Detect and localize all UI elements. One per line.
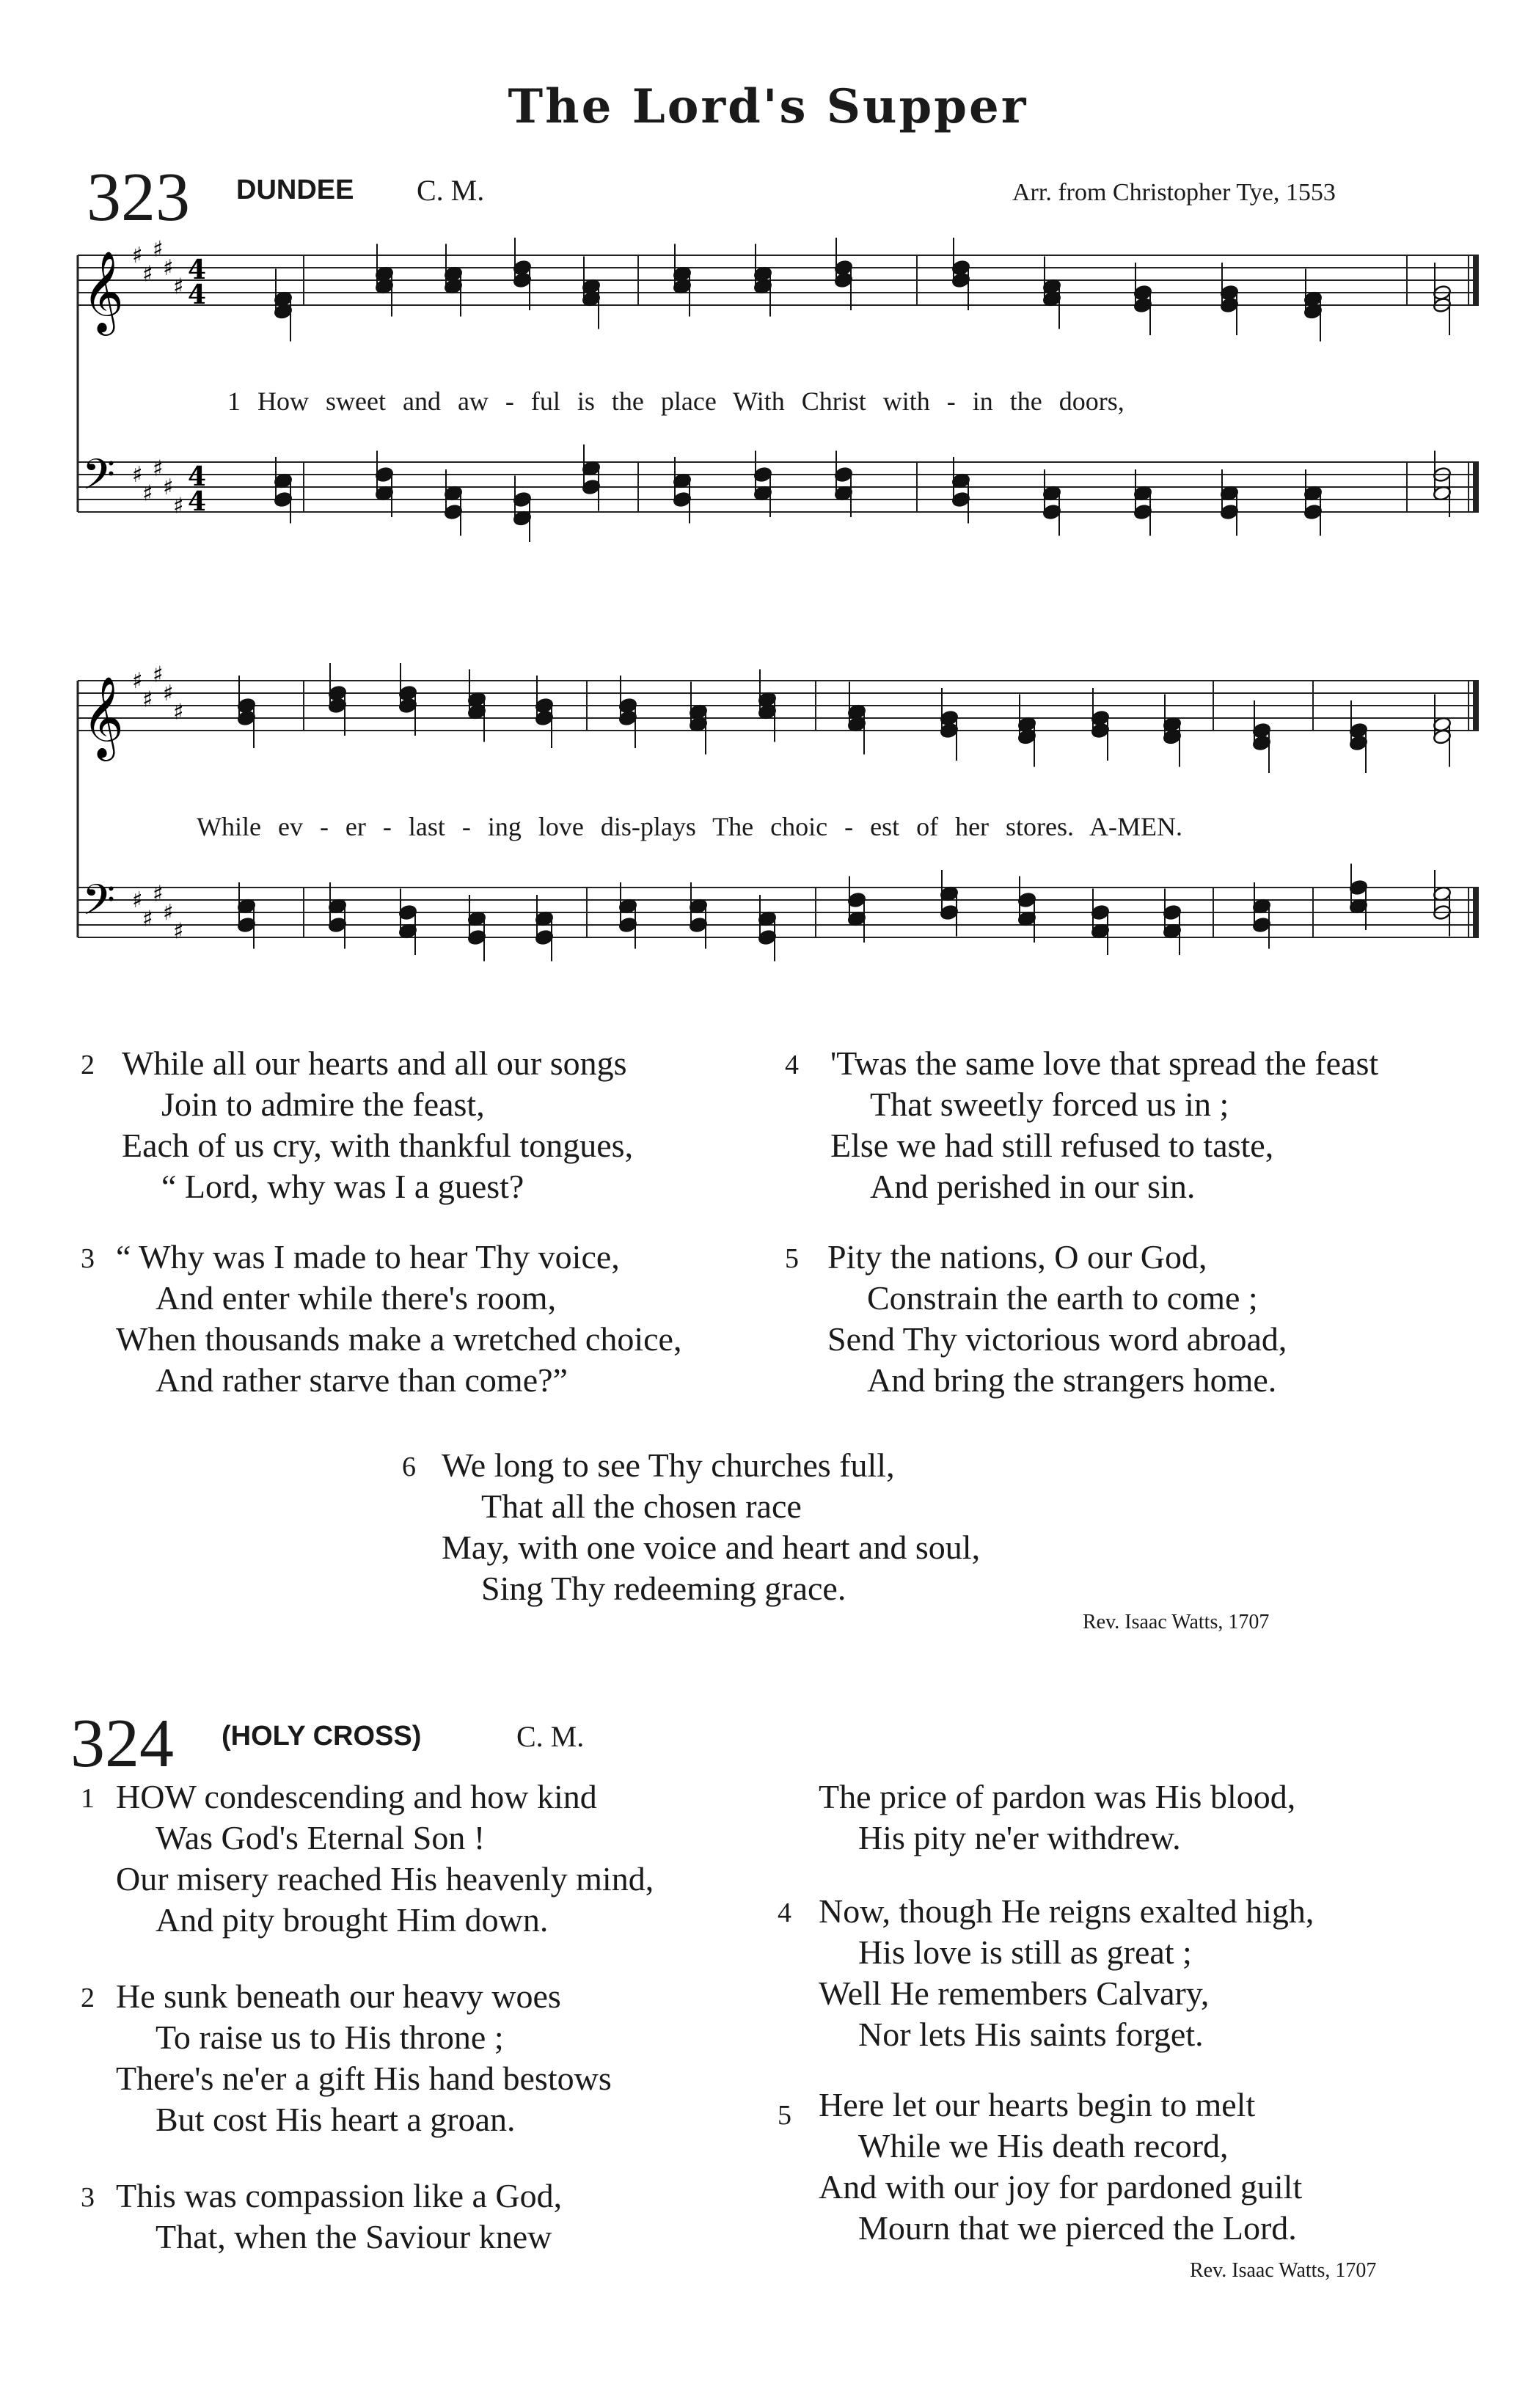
verse-line: That, when the Saviour knew: [156, 2218, 552, 2255]
lyric-line-2: While ev - er - last - ing love dis-plays The choic - est of her stores. A-MEN.: [197, 812, 1183, 841]
verse-line: And pity brought Him down.: [156, 1901, 549, 1939]
verse-line: The price of pardon was His blood,: [819, 1778, 1296, 1815]
verse-line: Mourn that we pierced the Lord.: [858, 2209, 1297, 2247]
verse-line: And enter while there's room,: [156, 1279, 557, 1317]
sharp-icon: ♯: [163, 900, 174, 926]
sharp-icon: ♯: [153, 236, 164, 263]
verse-line: When thousands make a wretched choice,: [116, 1320, 682, 1358]
sharp-icon: ♯: [142, 687, 153, 713]
verse-line: And bring the strangers home.: [867, 1361, 1277, 1399]
verse-line: HOW condescending and how kind: [116, 1778, 597, 1815]
meter-324: C. M.: [516, 1720, 585, 1753]
sharp-icon: ♯: [142, 906, 153, 932]
verse-block-323-5: [785, 1237, 1287, 1401]
sharp-icon: ♯: [173, 493, 184, 519]
verse-line: May, with one voice and heart and soul,: [442, 1529, 981, 1566]
arranger-credit: Arr. from Christopher Tye, 1553: [1012, 179, 1336, 206]
verse-number: 2: [81, 1050, 95, 1080]
verse-line: That all the chosen race: [481, 1487, 802, 1525]
verse-block-324-1: [81, 1776, 654, 1941]
verse-number: 4: [778, 1898, 791, 1928]
final-bar-line: [1473, 681, 1479, 731]
hymn-number-324: 324: [70, 1705, 174, 1782]
time-signature: 4: [188, 461, 207, 492]
verse-block-324-3-cont: [783, 1776, 1295, 1859]
sharp-icon: ♯: [163, 475, 174, 500]
bass-clef-icon: 𝄢: [82, 875, 116, 935]
verse-line: And perished in our sin.: [870, 1168, 1196, 1205]
verse-line: Else we had still refused to taste,: [830, 1127, 1274, 1164]
time-signature: 4: [188, 255, 207, 285]
verse-line: “ Lord, why was I a guest?: [161, 1168, 524, 1205]
sharp-icon: ♯: [173, 274, 184, 300]
verse-number: 6: [402, 1452, 416, 1482]
time-signature: 4: [188, 486, 207, 517]
verse-line: While we His death record,: [858, 2127, 1229, 2164]
verse-line: And with our joy for pardoned guilt: [819, 2168, 1303, 2206]
verse-line: Join to admire the feast,: [161, 1086, 485, 1123]
verse-line: While all our hearts and all our songs: [122, 1044, 627, 1082]
sharp-icon: ♯: [132, 243, 143, 268]
verse-block-323-6: [402, 1445, 980, 1609]
sharp-icon: ♯: [142, 261, 153, 288]
sharp-icon: ♯: [163, 681, 174, 706]
sharp-icon: ♯: [153, 662, 164, 688]
sharp-icon: ♯: [173, 918, 184, 945]
meter-323: C. M.: [417, 174, 485, 207]
verse-line: Was God's Eternal Son !: [156, 1819, 486, 1856]
sharp-icon: ♯: [132, 668, 143, 694]
sharp-icon: ♯: [163, 255, 174, 281]
verse-line: Nor lets His saints forget.: [858, 2016, 1204, 2053]
verse-number: 3: [81, 1243, 95, 1274]
verse-line: His love is still as great ;: [858, 1933, 1192, 1971]
verse-block-323-2: [81, 1043, 633, 1207]
verse-number: 5: [785, 1243, 799, 1274]
verse-line: Here let our hearts begin to melt: [819, 2086, 1256, 2123]
verse-line: And rather starve than come?”: [156, 1361, 568, 1399]
verse-line: This was compassion like a God,: [116, 2177, 563, 2214]
verse-line: Pity the nations, O our God,: [827, 1238, 1207, 1276]
verse-block-324-3: [81, 2175, 562, 2258]
verse-line: Now, though He reigns exalted high,: [819, 1892, 1314, 1930]
verse-line: “ Why was I made to hear Thy voice,: [116, 1238, 620, 1276]
treble-clef-icon: 𝄞: [82, 250, 124, 332]
verse-number: 5: [778, 2100, 791, 2131]
verse-line: Our misery reached His heavenly mind,: [116, 1860, 654, 1898]
time-signature: 4: [188, 279, 207, 310]
verse-line: We long to see Thy churches full,: [442, 1446, 895, 1484]
verse-line: That sweetly forced us in ;: [870, 1086, 1229, 1123]
verse-block-323-4: [785, 1043, 1378, 1207]
verse-line: He sunk beneath our heavy woes: [116, 1977, 561, 2015]
verse-line: To raise us to His throne ;: [156, 2019, 504, 2056]
bass-clef-icon: 𝄢: [82, 450, 116, 510]
verse-block-324-2: [81, 1976, 612, 2140]
sharp-icon: ♯: [132, 462, 143, 488]
final-bar-line: [1473, 888, 1479, 937]
verse-line: There's ne'er a gift His hand bestows: [116, 2060, 612, 2097]
verse-block-323-3: [81, 1237, 681, 1401]
verse-line: 'Twas the same love that spread the feast: [830, 1044, 1379, 1082]
verse-block-324-4: [778, 1891, 1314, 2055]
sharp-icon: ♯: [153, 881, 164, 907]
verse-number: 4: [785, 1050, 799, 1080]
author-credit-323: Rev. Isaac Watts, 1707: [1083, 1611, 1270, 1633]
tune-name-324: (HOLY CROSS): [222, 1721, 422, 1752]
treble-clef-icon: 𝄞: [82, 676, 124, 758]
verse-number: 1: [81, 1783, 95, 1814]
verse-line: But cost His heart a groan.: [156, 2101, 516, 2138]
final-bar-line: [1473, 255, 1479, 305]
verse-line: Sing Thy redeeming grace.: [481, 1570, 846, 1607]
sharp-icon: ♯: [153, 455, 164, 482]
verse-line: Constrain the earth to come ;: [867, 1279, 1258, 1317]
sharp-icon: ♯: [142, 480, 153, 507]
verse-number: 2: [81, 1983, 95, 2013]
verse-line: Send Thy victorious word abroad,: [827, 1320, 1287, 1358]
lyric-line-1: 1 How sweet and aw - ful is the place With Christ with - in the doors,: [227, 387, 1124, 416]
author-credit-324: Rev. Isaac Watts, 1707: [1190, 2259, 1377, 2282]
sharp-icon: ♯: [173, 699, 184, 725]
page-header: The Lord's Supper: [508, 79, 1028, 134]
hymn-number-323: 323: [87, 159, 190, 235]
final-bar-line: [1473, 462, 1479, 512]
verse-number: 3: [81, 2182, 95, 2213]
verse-line: His pity ne'er withdrew.: [858, 1819, 1181, 1856]
verse-block-324-5: [778, 2085, 1302, 2249]
sharp-icon: ♯: [132, 888, 143, 913]
tune-name-323: DUNDEE: [236, 175, 354, 205]
verse-line: Each of us cry, with thankful tongues,: [122, 1127, 634, 1164]
verse-line: Well He remembers Calvary,: [819, 1975, 1210, 2012]
